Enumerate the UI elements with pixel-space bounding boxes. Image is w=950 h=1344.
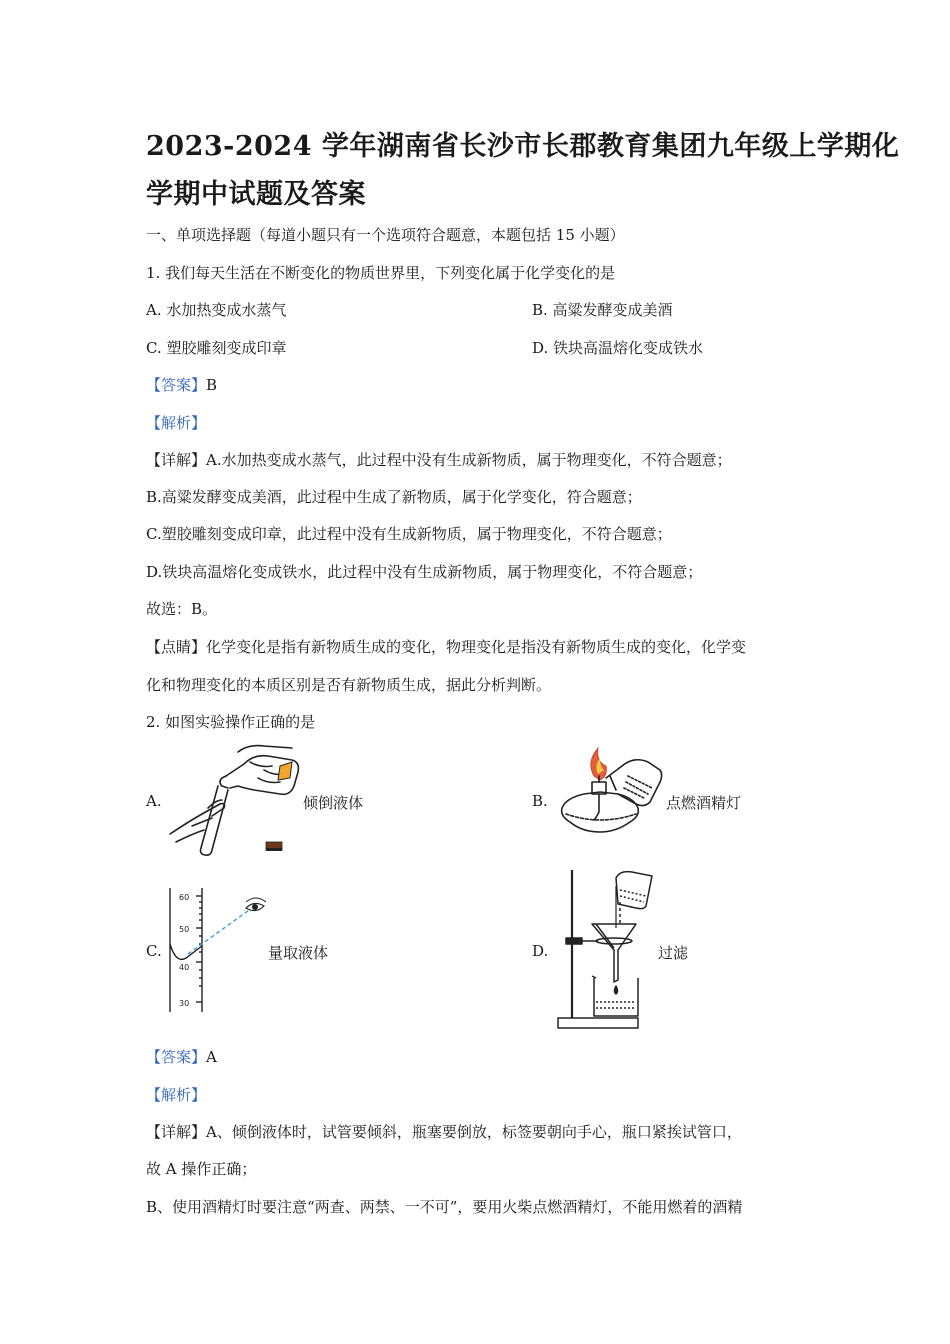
- q1-detail-line-4: D.铁块高温熔化变成铁水，此过程中没有生成新物质，属于物理变化，不符合题意；: [146, 563, 703, 581]
- q1-analysis-tag: 【解析】: [146, 414, 207, 432]
- q2-option-c-caption: 量取液体: [268, 944, 329, 962]
- q2-detail-line-2: 故 A 操作正确；: [146, 1160, 257, 1178]
- q2-option-c-letter: C.: [146, 942, 162, 960]
- q2-detail-line-1: [146, 1121, 742, 1142]
- answer-tag: 【答案】: [146, 376, 207, 394]
- q1-answer-value: B: [206, 376, 218, 394]
- detail-tag: 【详解】: [146, 451, 207, 469]
- q2-option-d-caption: 过滤: [658, 944, 689, 962]
- q2-answer-value: A: [206, 1048, 217, 1066]
- filtration-illustration: [556, 866, 656, 1030]
- eye-icon: [246, 898, 266, 911]
- q2-option-b-caption: 点燃酒精灯: [666, 794, 742, 812]
- q1-comment-line-1: [146, 636, 746, 657]
- q2-option-b-letter: B.: [532, 792, 548, 810]
- question-1-stem: 1. 我们每天生活在不断变化的物质世界里，下列变化属于化学变化的是: [146, 264, 616, 282]
- q2-option-d-letter: D.: [532, 942, 549, 960]
- detail-tag: 【详解】: [146, 1123, 207, 1141]
- pouring-liquid-illustration: [168, 742, 308, 857]
- document-title-line2: 学期中试题及答案: [146, 179, 366, 210]
- q1-detail-line-2: B.高粱发酵变成美酒，此过程中生成了新物质，属于化学变化，符合题意；: [146, 488, 642, 506]
- q2-option-a-letter: A.: [146, 792, 162, 810]
- q2-analysis-tag: 【解析】: [146, 1086, 207, 1104]
- q1-option-b: B. 高粱发酵变成美酒: [532, 301, 673, 319]
- q1-detail-line-5: 故选：B。: [146, 600, 218, 618]
- q1-answer-line: [146, 374, 217, 395]
- q1-detail-text-1: A.水加热变成水蒸气，此过程中没有生成新物质，属于物理变化，不符合题意；: [206, 451, 732, 469]
- q2-option-a-caption: 倾倒液体: [303, 794, 364, 812]
- tick-label-50: 50: [179, 925, 190, 934]
- q1-option-d: D. 铁块高温熔化变成铁水: [532, 339, 704, 357]
- section-heading: 一、单项选择题（每道小题只有一个选项符合题意，本题包括 15 小题）: [146, 226, 625, 244]
- q2-detail-line-3: B、使用酒精灯时要注意“两查、两禁、一不可”，要用火柴点燃酒精灯，不能用燃着的酒精: [146, 1198, 743, 1216]
- question-2-stem: 2. 如图实验操作正确的是: [146, 713, 316, 731]
- tick-label-60: 60: [179, 893, 190, 902]
- q2-detail-text-1: A、倾倒液体时，试管要倾斜，瓶塞要倒放，标签要朝向手心，瓶口紧挨试管口，: [206, 1123, 742, 1141]
- q1-comment-text-1: 化学变化是指有新物质生成的变化，物理变化是指没有新物质生成的变化，化学变: [206, 638, 747, 656]
- q1-detail-line-1: [146, 449, 732, 470]
- tick-label-40: 40: [179, 963, 190, 972]
- alcohol-lamp-illustration: [556, 746, 666, 854]
- comment-tag: 【点睛】: [146, 638, 207, 656]
- q1-comment-line-2: 化和物理变化的本质区别是否有新物质生成，据此分析判断。: [146, 676, 552, 694]
- q1-option-c: C. 塑胶雕刻变成印章: [146, 339, 287, 357]
- q1-detail-line-3: C.塑胶雕刻变成印章，此过程中没有生成新物质，属于物理变化，不符合题意；: [146, 525, 672, 543]
- answer-tag: 【答案】: [146, 1048, 207, 1066]
- q1-option-a: A. 水加热变成水蒸气: [146, 301, 287, 319]
- measuring-cylinder-illustration: [162, 886, 272, 1014]
- q2-answer-line: [146, 1046, 217, 1067]
- document-title-line1: 2023-2024 学年湖南省长沙市长郡教育集团九年级上学期化: [146, 131, 900, 162]
- tick-label-30: 30: [179, 999, 190, 1008]
